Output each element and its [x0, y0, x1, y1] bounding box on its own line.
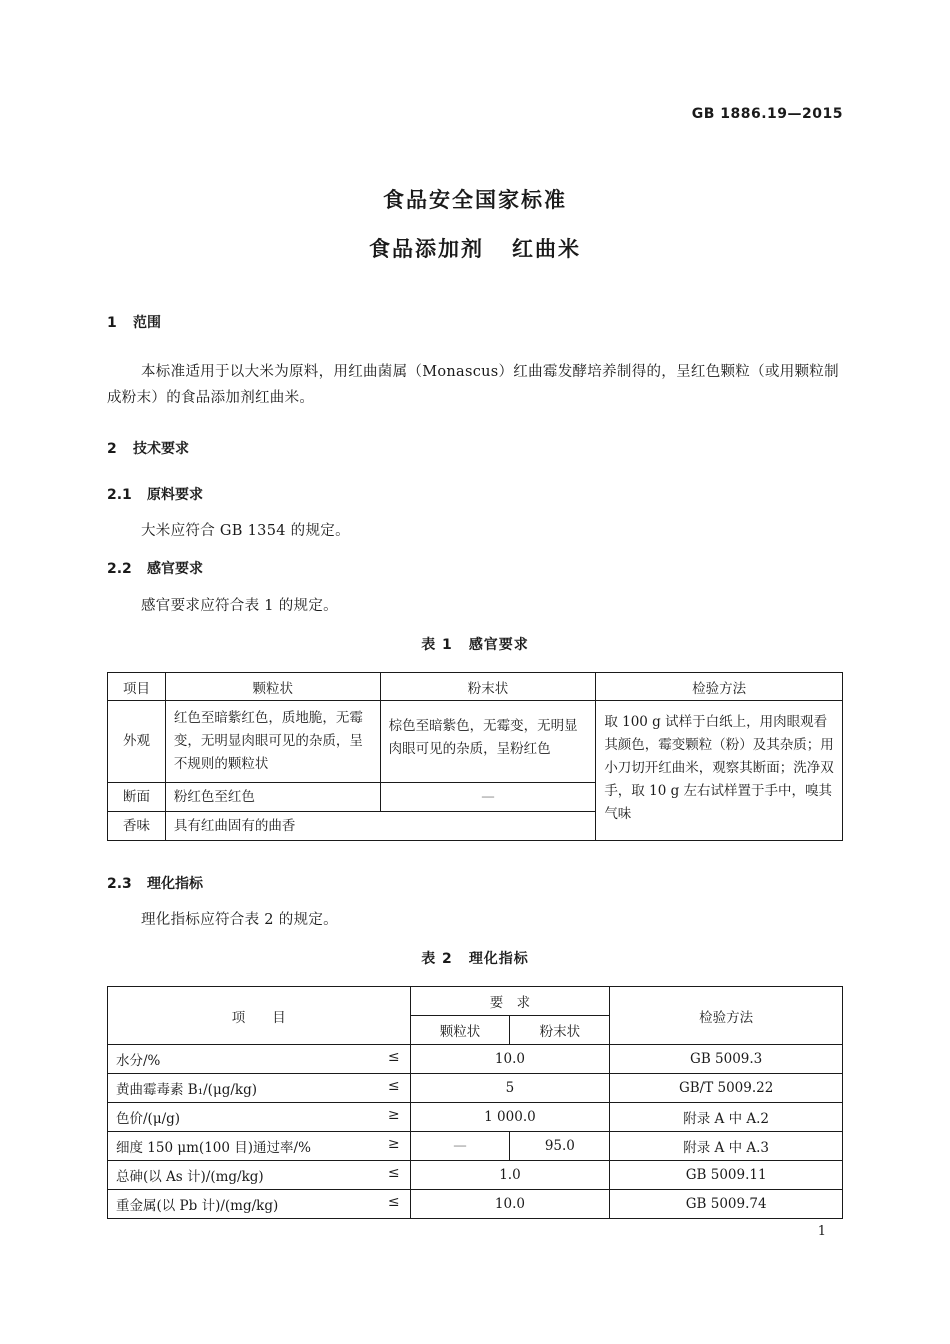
- section-title: 技术要求: [133, 441, 189, 457]
- table-row: [108, 701, 843, 783]
- comparison-symbol: ≤: [387, 1078, 400, 1094]
- comparison-symbol: ≥: [387, 1136, 400, 1152]
- method-cell: 附录 A 中 A.3: [610, 1132, 843, 1161]
- subtitle-part2: 红曲米: [512, 237, 581, 261]
- powder-value-cell: 95.0: [510, 1132, 610, 1161]
- table-row: [108, 1103, 843, 1132]
- section-title: 原料要求: [147, 487, 203, 503]
- section-2-2-body: 感官要求应符合表 1 的规定。: [141, 598, 338, 614]
- value-cell: 5: [410, 1074, 610, 1103]
- table-row: [108, 1161, 843, 1190]
- sensory-requirements-table: [107, 672, 843, 841]
- column-header: 粉末状: [380, 673, 596, 701]
- method-header: 检验方法: [610, 987, 843, 1045]
- section-2-heading: [107, 438, 189, 458]
- method-cell: 取 100 g 试样于白纸上，用肉眼观看其颜色，霉变颗粒（粉）及其杂质；用小刀切开红曲米，观察其断面；洗净双手，取 10 g 左右试样置于手中，嗅其气味: [596, 701, 843, 841]
- table-row: [108, 1045, 843, 1074]
- caption-number: 表 2: [421, 951, 453, 967]
- section-2-1-heading: [107, 484, 203, 504]
- row-item: [108, 1103, 411, 1132]
- section-title: 理化指标: [147, 876, 203, 892]
- column-header: 颗粒状: [165, 673, 380, 701]
- item-label: 细度 150 μm(100 目)通过率/%: [116, 1140, 311, 1156]
- comparison-symbol: ≤: [387, 1165, 400, 1181]
- section-number: 2: [107, 441, 117, 457]
- row-item: [108, 1161, 411, 1190]
- column-header: 项目: [108, 673, 166, 701]
- page-number: 1: [817, 1224, 826, 1239]
- value-cell: 1 000.0: [410, 1103, 610, 1132]
- method-cell: GB 5009.74: [610, 1190, 843, 1219]
- row-item: [108, 1074, 411, 1103]
- section-1-heading: [107, 312, 161, 332]
- row-item: 香味: [108, 812, 166, 841]
- section-2-3-body: 理化指标应符合表 2 的规定。: [141, 912, 338, 928]
- comparison-symbol: ≤: [387, 1194, 400, 1210]
- section-2-3-heading: [107, 873, 203, 893]
- item-label: 水分/%: [116, 1053, 161, 1069]
- value-cell: 10.0: [410, 1190, 610, 1219]
- table-header-row: [108, 987, 843, 1016]
- powder-cell: 棕色至暗紫色，无霉变，无明显肉眼可见的杂质，呈粉红色: [380, 701, 596, 783]
- powder-cell: —: [380, 783, 596, 812]
- document-subtitle: [0, 233, 950, 263]
- caption-number: 表 1: [421, 637, 453, 653]
- section-2-1-body: 大米应符合 GB 1354 的规定。: [141, 523, 350, 539]
- item-header: 项 目: [108, 987, 411, 1045]
- table-2-caption: [0, 948, 950, 968]
- method-cell: GB/T 5009.22: [610, 1074, 843, 1103]
- table-row: [108, 1190, 843, 1219]
- comparison-symbol: ≥: [387, 1107, 400, 1123]
- section-number: 2.3: [107, 876, 132, 892]
- row-item: 外观: [108, 701, 166, 783]
- method-cell: GB 5009.11: [610, 1161, 843, 1190]
- caption-title: 感官要求: [468, 637, 529, 653]
- row-item: 断面: [108, 783, 166, 812]
- item-label: 色价/(μ/g): [116, 1111, 181, 1127]
- powder-header: 粉末状: [510, 1016, 610, 1045]
- item-label: 重金属(以 Pb 计)/(mg/kg): [116, 1198, 279, 1214]
- section-1-body: 本标准适用于以大米为原料，用红曲菌属（Monascus）红曲霉发酵培养制得的，呈红色颗粒（或用颗粒制成粉末）的食品添加剂红曲米。: [107, 364, 839, 406]
- section-title: 范围: [133, 315, 161, 331]
- method-cell: 附录 A 中 A.2: [610, 1103, 843, 1132]
- value-cell: 1.0: [410, 1161, 610, 1190]
- document-title: 食品安全国家标准: [383, 188, 567, 212]
- caption-title: 理化指标: [468, 951, 529, 967]
- table-row: [108, 1132, 843, 1161]
- value-cell: 10.0: [410, 1045, 610, 1074]
- column-header: 检验方法: [596, 673, 843, 701]
- comparison-symbol: ≤: [387, 1049, 400, 1065]
- granule-header: 颗粒状: [410, 1016, 510, 1045]
- table-row: [108, 1074, 843, 1103]
- section-number: 1: [107, 315, 117, 331]
- table-header-row: [108, 673, 843, 701]
- granule-cell: 粉红色至红色: [165, 783, 380, 812]
- row-item: [108, 1045, 411, 1074]
- method-cell: GB 5009.3: [610, 1045, 843, 1074]
- granule-cell: 红色至暗紫红色，质地脆，无霉变，无明显肉眼可见的杂质，呈不规则的颗粒状: [165, 701, 380, 783]
- table-1-caption: [0, 634, 950, 654]
- standard-code: GB 1886.19—2015: [691, 106, 843, 122]
- merged-cell: 具有红曲固有的曲香: [165, 812, 595, 841]
- requirement-header: 要 求: [410, 987, 610, 1016]
- section-number: 2.1: [107, 487, 132, 503]
- item-label: 总砷(以 As 计)/(mg/kg): [116, 1169, 264, 1185]
- section-number: 2.2: [107, 561, 132, 577]
- row-item: [108, 1132, 411, 1161]
- row-item: [108, 1190, 411, 1219]
- section-title: 感官要求: [147, 561, 203, 577]
- physicochemical-indicators-table: [107, 986, 843, 1219]
- granule-value-cell: —: [410, 1132, 510, 1161]
- item-label: 黄曲霉毒素 B₁/(μg/kg): [116, 1082, 257, 1098]
- subtitle-part1: 食品添加剂: [369, 237, 484, 261]
- section-2-2-heading: [107, 558, 203, 578]
